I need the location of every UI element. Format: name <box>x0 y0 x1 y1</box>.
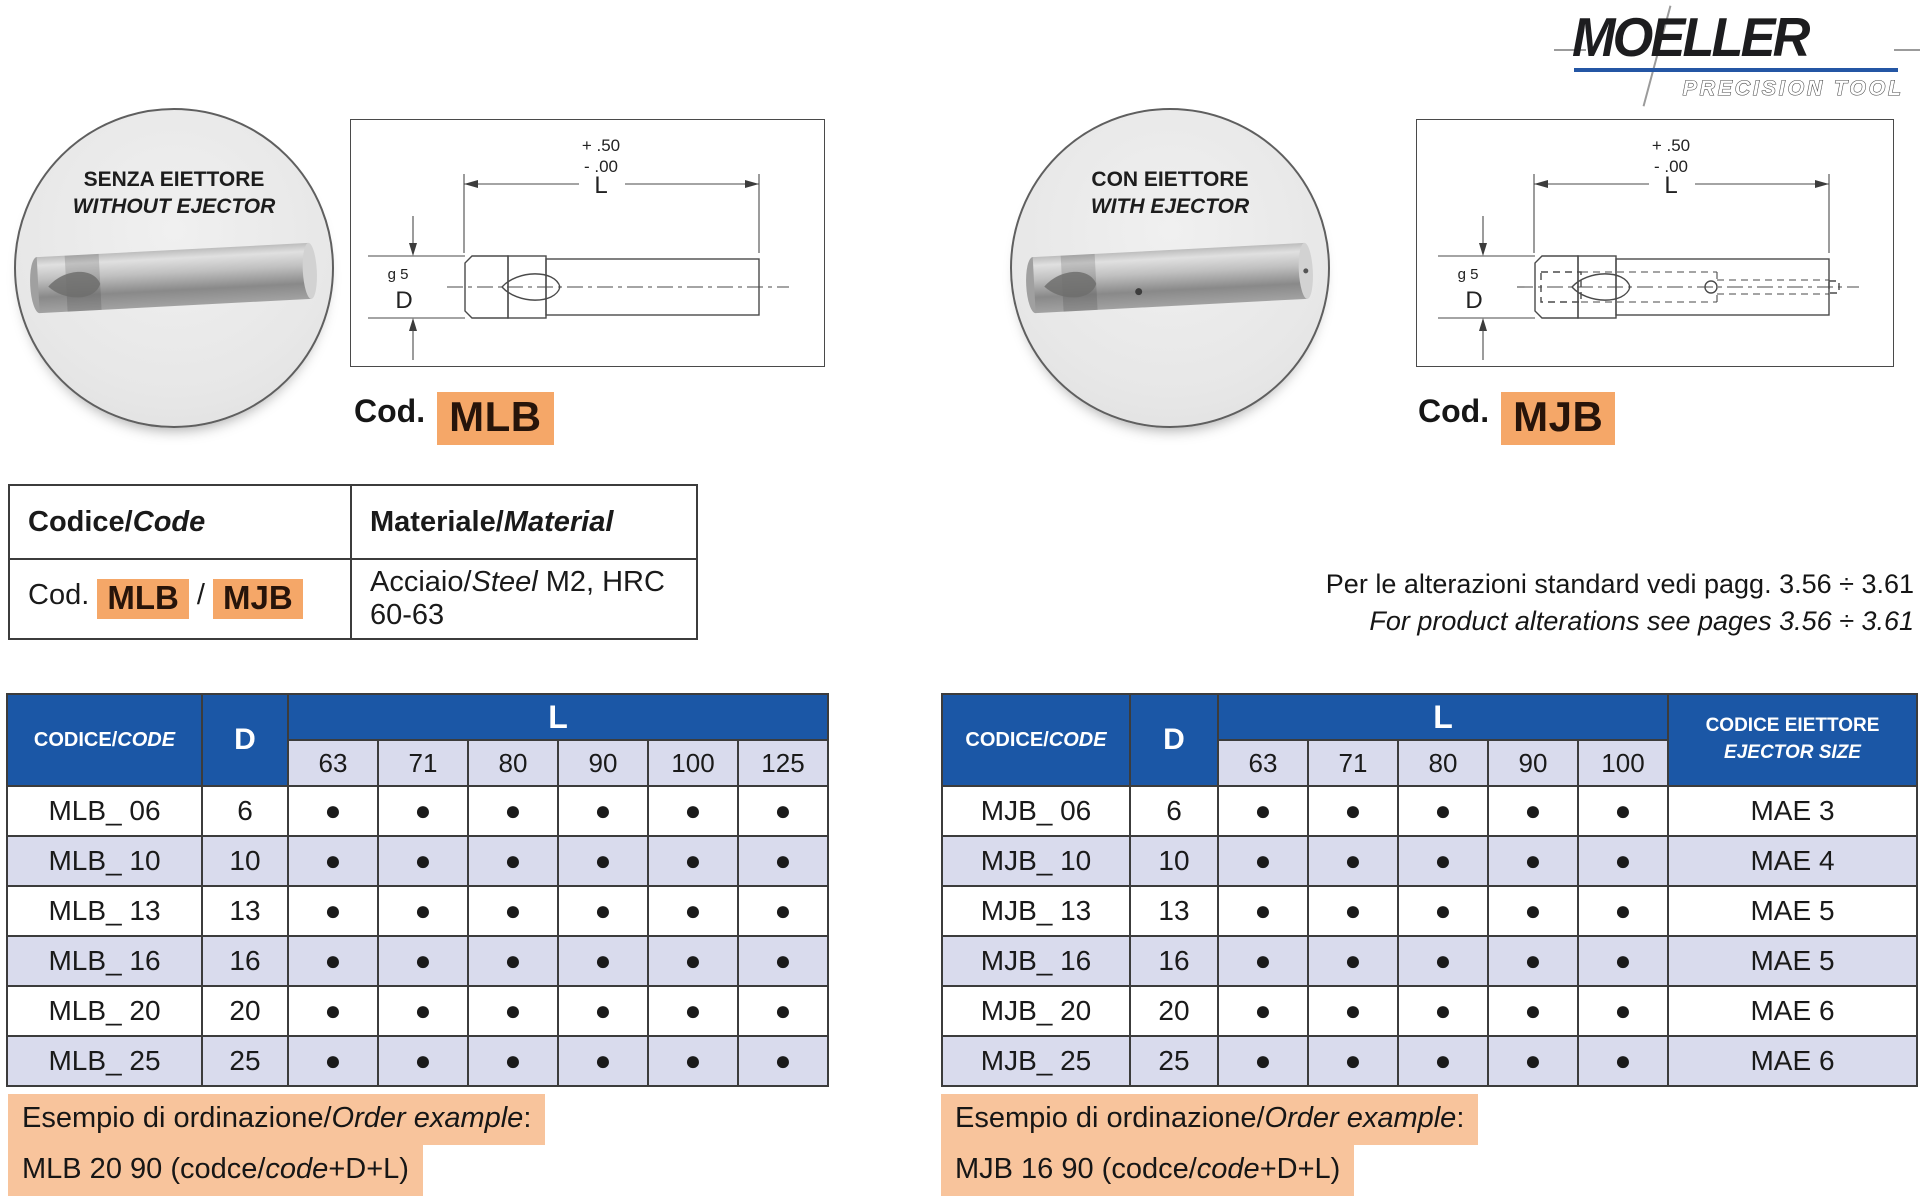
availability-dot: ● <box>468 786 558 836</box>
moeller-logo <box>1572 6 1906 102</box>
cell-code: MLB_ 16 <box>7 936 202 986</box>
code-line-mjb <box>1418 392 1615 445</box>
order-example-mlb <box>8 1094 545 1196</box>
availability-dot: ● <box>1398 1036 1488 1086</box>
mjb-size-table <box>941 693 1918 1087</box>
length-dim-label: L <box>594 172 608 199</box>
badge-line1: SENZA EIETTORE <box>83 168 265 191</box>
availability-dot: ● <box>288 886 378 936</box>
cell-diameter: 16 <box>202 936 288 986</box>
table-row <box>942 936 1917 986</box>
cell-diameter: 16 <box>1130 936 1218 986</box>
photo-badge <box>1012 166 1328 221</box>
availability-dot: ● <box>1578 936 1668 986</box>
availability-dot: ● <box>1488 836 1578 886</box>
availability-dot: ● <box>648 786 738 836</box>
header-d: D <box>202 694 288 786</box>
availability-dot: ● <box>738 1036 828 1086</box>
cell-diameter: 13 <box>1130 886 1218 936</box>
availability-dot: ● <box>1488 986 1578 1036</box>
fit-dim-label: g 5 <box>387 266 409 283</box>
code-chip-mjb: MJB <box>1501 392 1615 445</box>
availability-dot: ● <box>1308 786 1398 836</box>
table-row <box>7 1036 828 1086</box>
availability-dot: ● <box>378 986 468 1036</box>
table-header-row <box>942 694 1917 740</box>
order-example-line1: Esempio di ordinazione/Order example: <box>941 1094 1478 1145</box>
availability-dot: ● <box>1578 786 1668 836</box>
cell-code: MJB_ 25 <box>942 1036 1130 1086</box>
code-chip-mjb-small: MJB <box>213 579 303 620</box>
photo-circle-with-ejector <box>1010 108 1330 428</box>
length-header: 63 <box>288 740 378 786</box>
header-l: L <box>1218 694 1668 740</box>
availability-dot: ● <box>1218 786 1308 836</box>
cell-code: MLB_ 13 <box>7 886 202 936</box>
header-l: L <box>288 694 828 740</box>
cell-code: MJB_ 06 <box>942 786 1130 836</box>
cell-code: MJB_ 16 <box>942 936 1130 986</box>
availability-dot: ● <box>378 886 468 936</box>
cell-ejector-size: MAE 6 <box>1668 986 1917 1036</box>
availability-dot: ● <box>558 786 648 836</box>
material-table-row <box>9 559 697 639</box>
cell-diameter: 25 <box>1130 1036 1218 1086</box>
table-row <box>942 1036 1917 1086</box>
logo-underline <box>1574 68 1898 72</box>
availability-dot: ● <box>1488 786 1578 836</box>
availability-dot: ● <box>648 986 738 1036</box>
logo-brand-text: MOELLER <box>1572 6 1808 68</box>
material-table <box>8 484 698 640</box>
length-header: 71 <box>378 740 468 786</box>
availability-dot: ● <box>558 886 648 936</box>
length-header: 80 <box>1398 740 1488 786</box>
table-row <box>942 786 1917 836</box>
length-header: 90 <box>1488 740 1578 786</box>
cell-code: MLB_ 10 <box>7 836 202 886</box>
cell-ejector-size: MAE 3 <box>1668 786 1917 836</box>
cell-code: MJB_ 20 <box>942 986 1130 1036</box>
cell-diameter: 13 <box>202 886 288 936</box>
tolerance-plus-label: + .50 <box>581 136 621 155</box>
tolerance-minus-label: - .00 <box>1653 157 1689 176</box>
availability-dot: ● <box>738 836 828 886</box>
cell-ejector-size: MAE 6 <box>1668 1036 1917 1086</box>
length-header: 100 <box>1578 740 1668 786</box>
order-example-mjb <box>941 1094 1478 1196</box>
cell-diameter: 20 <box>1130 986 1218 1036</box>
tolerance-plus-label: + .50 <box>1651 136 1691 155</box>
availability-dot: ● <box>468 936 558 986</box>
code-line-mlb <box>354 392 554 445</box>
cell-code: MLB_ 25 <box>7 1036 202 1086</box>
table-row <box>942 836 1917 886</box>
logo-tagline-text: PRECISION TOOL <box>1682 77 1904 100</box>
availability-dot: ● <box>738 986 828 1036</box>
availability-dot: ● <box>468 886 558 936</box>
length-header: 90 <box>558 740 648 786</box>
length-header: 71 <box>1308 740 1398 786</box>
punch-photo-mlb <box>24 226 324 330</box>
alterations-note-line2: For product alterations see pages 3.56 ÷ 3.61 <box>1369 606 1914 636</box>
cell-code: MLB_ 20 <box>7 986 202 1036</box>
availability-dot: ● <box>378 786 468 836</box>
availability-dot: ● <box>288 936 378 986</box>
availability-dot: ● <box>1578 836 1668 886</box>
diameter-dim-label: D <box>1465 287 1483 314</box>
availability-dot: ● <box>738 936 828 986</box>
material-cell-steel: Acciaio/Steel M2, HRC 60-63 <box>351 559 697 639</box>
cell-code: MJB_ 10 <box>942 836 1130 886</box>
cell-diameter: 25 <box>202 1036 288 1086</box>
length-header: 63 <box>1218 740 1308 786</box>
diameter-dim-label: D <box>395 287 413 314</box>
availability-dot: ● <box>1308 986 1398 1036</box>
cell-diameter: 6 <box>202 786 288 836</box>
availability-dot: ● <box>1578 986 1668 1036</box>
availability-dot: ● <box>468 836 558 886</box>
table-row <box>7 936 828 986</box>
header-codice-code: CODICE/CODE <box>7 694 202 786</box>
tolerance-minus-label: - .00 <box>583 157 619 176</box>
table-row <box>7 986 828 1036</box>
badge-line2: WITHOUT EJECTOR <box>72 195 276 219</box>
cell-diameter: 10 <box>1130 836 1218 886</box>
cell-ejector-size: MAE 4 <box>1668 836 1917 886</box>
material-table-header <box>9 485 697 559</box>
alterations-note-line1: Per le alterazioni standard vedi pagg. 3.56 ÷ 3.61 <box>1325 569 1914 599</box>
availability-dot: ● <box>468 1036 558 1086</box>
availability-dot: ● <box>378 1036 468 1086</box>
table-row <box>7 786 828 836</box>
order-example-line2: MJB 16 90 (codce/code+D+L) <box>941 1145 1354 1196</box>
code-label: Cod. <box>354 393 426 429</box>
material-cell-codes: Cod. MLB / MJB <box>9 559 351 639</box>
header-d: D <box>1130 694 1218 786</box>
badge-line1: CON EIETTORE <box>1091 168 1249 191</box>
technical-drawing-mjb <box>1416 119 1894 367</box>
material-header-material: Materiale/Material <box>351 485 697 559</box>
availability-dot: ● <box>1308 836 1398 886</box>
availability-dot: ● <box>738 786 828 836</box>
availability-dot: ● <box>1578 1036 1668 1086</box>
photo-badge <box>16 166 332 221</box>
availability-dot: ● <box>288 786 378 836</box>
logo-tagline <box>1624 73 1906 103</box>
availability-dot: ● <box>1398 836 1488 886</box>
material-header-code: Codice/Code <box>9 485 351 559</box>
table-header-row <box>7 694 828 740</box>
cell-diameter: 6 <box>1130 786 1218 836</box>
technical-drawing-mlb <box>350 119 825 367</box>
cell-diameter: 20 <box>202 986 288 1036</box>
cell-ejector-size: MAE 5 <box>1668 936 1917 986</box>
availability-dot: ● <box>1308 886 1398 936</box>
availability-dot: ● <box>648 936 738 986</box>
table-row <box>7 836 828 886</box>
availability-dot: ● <box>468 986 558 1036</box>
availability-dot: ● <box>1398 886 1488 936</box>
cell-code: MLB_ 06 <box>7 786 202 836</box>
table-row <box>942 986 1917 1036</box>
table-row <box>7 886 828 936</box>
availability-dot: ● <box>558 936 648 986</box>
availability-dot: ● <box>738 886 828 936</box>
cell-ejector-size: MAE 5 <box>1668 886 1917 936</box>
availability-dot: ● <box>378 936 468 986</box>
mlb-size-table <box>6 693 829 1087</box>
fit-dim-label: g 5 <box>1457 266 1479 283</box>
length-header: 100 <box>648 740 738 786</box>
availability-dot: ● <box>1218 886 1308 936</box>
availability-dot: ● <box>1218 836 1308 886</box>
header-codice-code: CODICE/CODE <box>942 694 1130 786</box>
availability-dot: ● <box>288 1036 378 1086</box>
availability-dot: ● <box>1398 936 1488 986</box>
availability-dot: ● <box>1578 886 1668 936</box>
availability-dot: ● <box>1308 1036 1398 1086</box>
availability-dot: ● <box>648 836 738 886</box>
availability-dot: ● <box>1218 986 1308 1036</box>
header-ejector-size: CODICE EIETTORE EJECTOR SIZE <box>1668 694 1917 786</box>
order-example-line2: MLB 20 90 (codce/code+D+L) <box>8 1145 423 1196</box>
availability-dot: ● <box>288 836 378 886</box>
availability-dot: ● <box>1398 786 1488 836</box>
badge-line2: WITH EJECTOR <box>1090 195 1250 219</box>
availability-dot: ● <box>558 1036 648 1086</box>
code-chip-mlb-small: MLB <box>97 579 188 620</box>
order-example-line1: Esempio di ordinazione/Order example: <box>8 1094 545 1145</box>
availability-dot: ● <box>1488 886 1578 936</box>
length-dim-label: L <box>1664 172 1678 199</box>
availability-dot: ● <box>558 836 648 886</box>
availability-dot: ● <box>1398 986 1488 1036</box>
table-row <box>942 886 1917 936</box>
availability-dot: ● <box>1218 1036 1308 1086</box>
availability-dot: ● <box>648 1036 738 1086</box>
availability-dot: ● <box>1488 936 1578 986</box>
code-label: Cod. <box>1418 393 1490 429</box>
punch-photo-mjb <box>1020 226 1320 330</box>
availability-dot: ● <box>558 986 648 1036</box>
availability-dot: ● <box>288 986 378 1036</box>
cell-diameter: 10 <box>202 836 288 886</box>
code-chip-mlb: MLB <box>437 392 553 445</box>
availability-dot: ● <box>1488 1036 1578 1086</box>
alterations-note <box>1326 566 1914 640</box>
photo-circle-without-ejector <box>14 108 334 428</box>
availability-dot: ● <box>1308 936 1398 986</box>
availability-dot: ● <box>378 836 468 886</box>
length-header: 80 <box>468 740 558 786</box>
logo-crosshair-dash-right <box>1894 49 1920 51</box>
availability-dot: ● <box>1218 936 1308 986</box>
availability-dot: ● <box>648 886 738 936</box>
cell-code: MJB_ 13 <box>942 886 1130 936</box>
length-header: 125 <box>738 740 828 786</box>
